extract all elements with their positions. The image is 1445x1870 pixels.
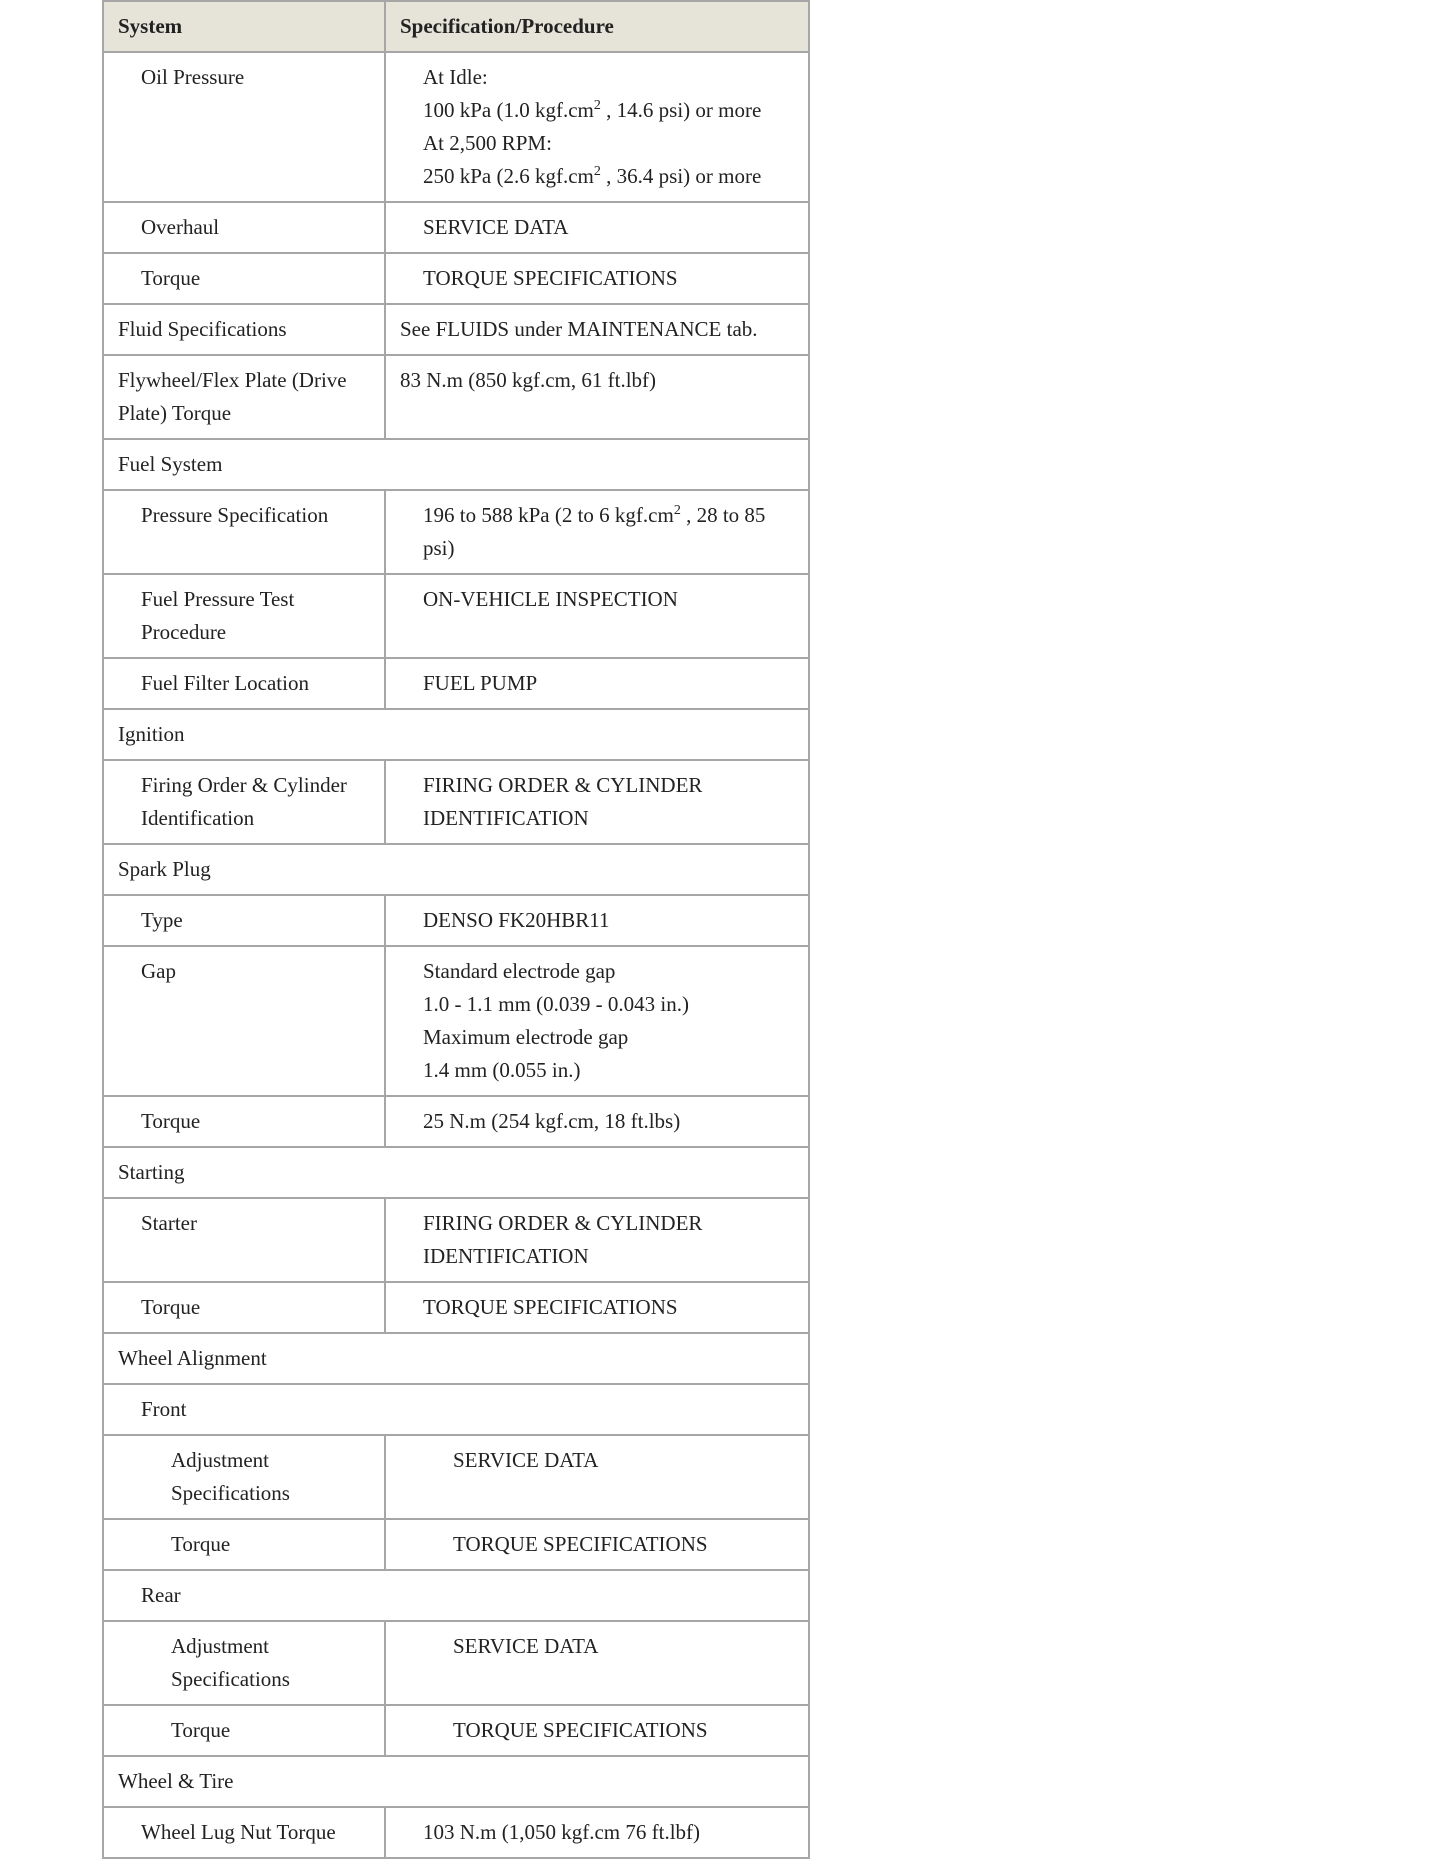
system-cell: Fuel Pressure Test Procedure <box>103 574 385 658</box>
specification-line: FIRING ORDER & CYLINDER IDENTIFICATION <box>423 1211 703 1268</box>
system-cell: Wheel Lug Nut Torque <box>103 1807 385 1858</box>
specification-cell <box>385 304 809 355</box>
table-section-row <box>103 1756 809 1807</box>
specification-cell <box>385 574 809 658</box>
table-section-row <box>103 1147 809 1198</box>
table-row <box>103 304 809 355</box>
table-row <box>103 1621 809 1705</box>
specification-line: 83 N.m (850 kgf.cm, 61 ft.lbf) <box>400 368 657 392</box>
specification-line: 1.0 - 1.1 mm (0.039 - 0.043 in.) <box>423 992 689 1016</box>
specification-cell <box>385 1807 809 1858</box>
system-cell: Torque <box>103 1519 385 1570</box>
specification-cell <box>385 760 809 844</box>
specification-cell <box>385 895 809 946</box>
table-section-row <box>103 1333 809 1384</box>
specification-line: 196 to 588 kPa (2 to 6 $kgf.cm^2$ , 28 to 85 psi) <box>423 503 766 560</box>
table-row <box>103 202 809 253</box>
system-cell: Fluid Specifications <box>103 304 385 355</box>
specification-cell <box>385 1705 809 1756</box>
table-row <box>103 1096 809 1147</box>
table-row <box>103 760 809 844</box>
specification-line: SERVICE DATA <box>423 215 569 239</box>
specification-cell <box>385 1096 809 1147</box>
system-cell: Gap <box>103 946 385 1096</box>
specification-line: Standard electrode gap <box>423 959 616 983</box>
specification-cell <box>385 1435 809 1519</box>
specification-cell <box>385 1198 809 1282</box>
table-row <box>103 1705 809 1756</box>
system-cell: Oil Pressure <box>103 52 385 202</box>
table-body <box>103 52 809 1858</box>
specification-line: 1.4 mm (0.055 in.) <box>423 1058 581 1082</box>
system-cell: Torque <box>103 1282 385 1333</box>
table-section-row <box>103 1570 809 1621</box>
specification-line: See FLUIDS under MAINTENANCE tab. <box>400 317 758 341</box>
specification-line: At 2,500 RPM: <box>423 131 552 155</box>
section-label: Front <box>103 1384 809 1435</box>
section-label: Wheel Alignment <box>103 1333 809 1384</box>
table-row <box>103 895 809 946</box>
specification-line: SERVICE DATA <box>453 1448 599 1472</box>
system-cell: Firing Order & Cylinder Identification <box>103 760 385 844</box>
table-row <box>103 1198 809 1282</box>
system-cell: Fuel Filter Location <box>103 658 385 709</box>
table-row <box>103 574 809 658</box>
specification-line: 250 kPa (2.6 $kgf.cm^2$ , 36.4 psi) or more <box>423 164 762 188</box>
specification-line: SERVICE DATA <box>453 1634 599 1658</box>
specification-line: TORQUE SPECIFICATIONS <box>453 1532 708 1556</box>
table-row <box>103 52 809 202</box>
section-label: Rear <box>103 1570 809 1621</box>
system-cell: Pressure Specification <box>103 490 385 574</box>
table-row <box>103 1807 809 1858</box>
specification-cell <box>385 1519 809 1570</box>
table-row <box>103 1519 809 1570</box>
table-row <box>103 1282 809 1333</box>
table-section-row <box>103 844 809 895</box>
specification-cell <box>385 52 809 202</box>
specification-table <box>102 0 810 1859</box>
system-cell: Starter <box>103 1198 385 1282</box>
specification-cell <box>385 490 809 574</box>
specification-line: TORQUE SPECIFICATIONS <box>423 266 678 290</box>
specification-line: 103 N.m (1,050 kgf.cm 76 ft.lbf) <box>423 1820 701 1844</box>
specification-line: Maximum electrode gap <box>423 1025 629 1049</box>
specification-line: TORQUE SPECIFICATIONS <box>453 1718 708 1742</box>
specification-line: DENSO FK20HBR11 <box>423 908 610 932</box>
table-row <box>103 1435 809 1519</box>
section-label: Ignition <box>103 709 809 760</box>
table-header-row <box>103 1 809 52</box>
system-cell: Flywheel/Flex Plate (Drive Plate) Torque <box>103 355 385 439</box>
table-row <box>103 658 809 709</box>
table-row <box>103 253 809 304</box>
system-cell: Torque <box>103 1705 385 1756</box>
section-label: Starting <box>103 1147 809 1198</box>
specification-line: FUEL PUMP <box>423 671 538 695</box>
section-label: Spark Plug <box>103 844 809 895</box>
specification-cell <box>385 253 809 304</box>
specification-line: TORQUE SPECIFICATIONS <box>423 1295 678 1319</box>
table-row <box>103 355 809 439</box>
system-cell: Overhaul <box>103 202 385 253</box>
system-cell: Torque <box>103 253 385 304</box>
specification-cell <box>385 658 809 709</box>
specification-line: FIRING ORDER & CYLINDER IDENTIFICATION <box>423 773 703 830</box>
section-label: Fuel System <box>103 439 809 490</box>
specification-cell <box>385 1621 809 1705</box>
specification-line: 25 N.m (254 kgf.cm, 18 ft.lbs) <box>423 1109 681 1133</box>
table-section-row <box>103 1384 809 1435</box>
column-header-system: System <box>103 1 385 52</box>
table-row <box>103 946 809 1096</box>
specification-cell <box>385 1282 809 1333</box>
specification-line: 100 kPa (1.0 $kgf.cm^2$ , 14.6 psi) or more <box>423 98 762 122</box>
specification-cell <box>385 202 809 253</box>
system-cell: Torque <box>103 1096 385 1147</box>
specification-cell <box>385 946 809 1096</box>
table-section-row <box>103 439 809 490</box>
table-row <box>103 490 809 574</box>
table-section-row <box>103 709 809 760</box>
specification-cell <box>385 355 809 439</box>
specification-line: At Idle: <box>423 65 488 89</box>
system-cell: Adjustment Specifications <box>103 1621 385 1705</box>
specification-line: ON-VEHICLE INSPECTION <box>423 587 678 611</box>
system-cell: Adjustment Specifications <box>103 1435 385 1519</box>
section-label: Wheel & Tire <box>103 1756 809 1807</box>
system-cell: Type <box>103 895 385 946</box>
column-header-specification: Specification/Procedure <box>385 1 809 52</box>
